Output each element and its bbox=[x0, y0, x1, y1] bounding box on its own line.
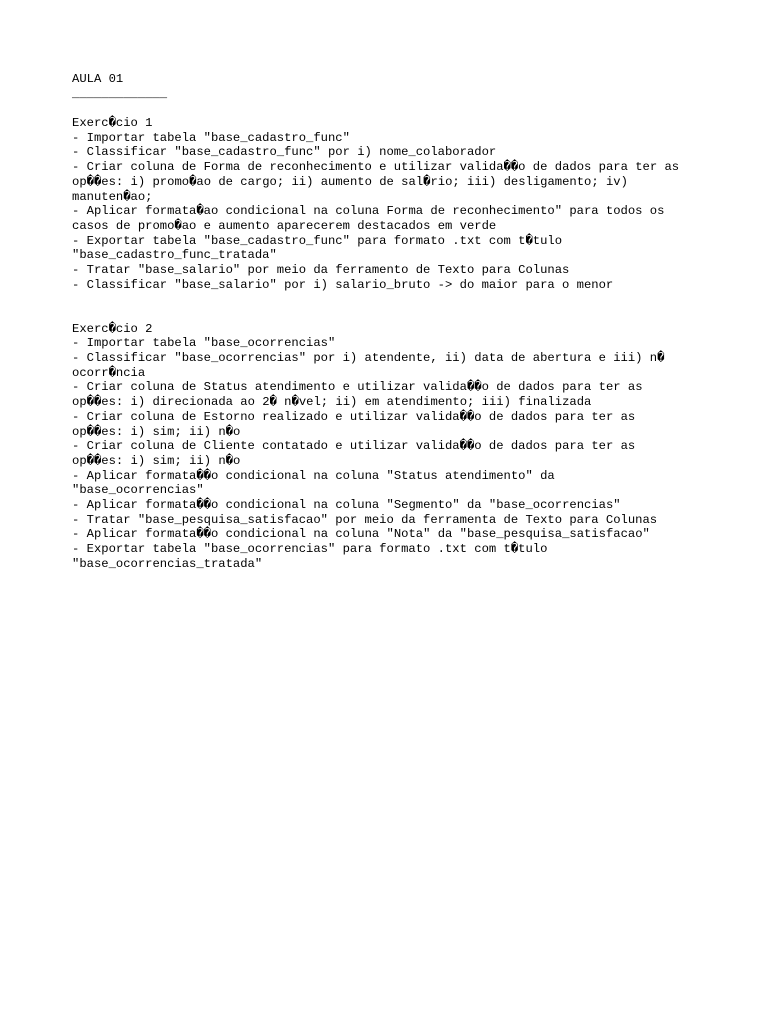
spacer bbox=[72, 307, 712, 322]
exercise-1-line: - Criar coluna de Forma de reconhecimento e utilizar valida��o de dados para ter as bbox=[72, 160, 680, 175]
exercise-2-line: op��es: i) direcionada ao 2� n�vel; ii) em atendimento; iii) finalizada bbox=[72, 395, 592, 410]
exercise-1-line: - Exportar tabela "base_cadastro_func" para formato .txt com t�tulo bbox=[72, 233, 563, 248]
exercise-2-line: - Aplicar formata��o condicional na coluna "Nota" da "base_pesquisa_satisfacao" bbox=[72, 527, 650, 542]
exercise-2-line: - Tratar "base_pesquisa_satisfacao" por meio da ferramenta de Texto para Colunas bbox=[72, 512, 658, 527]
exercise-1-line: casos de promo�ao e aumento aparecerem destacados em verde bbox=[72, 218, 497, 233]
exercise-2-line: - Classificar "base_ocorrencias" por i) atendente, ii) data de abertura e iii) n� bbox=[72, 351, 665, 366]
exercise-2-line: - Aplicar formata��o condicional na coluna "Segmento" da "base_ocorrencias" bbox=[72, 497, 621, 512]
exercise-2-line: op��es: i) sim; ii) n�o bbox=[72, 453, 241, 468]
exercise-1-section bbox=[72, 116, 712, 292]
exercise-2-line: - Criar coluna de Status atendimento e utilizar valida��o de dados para ter as bbox=[72, 380, 643, 395]
spacer bbox=[72, 292, 712, 307]
exercise-2-line: "base_ocorrencias" bbox=[72, 483, 204, 498]
exercise-1-line: manuten�ao; bbox=[72, 189, 153, 204]
exercise-1-line: - Aplicar formata�ao condicional na coluna Forma de reconhecimento" para todos os bbox=[72, 204, 665, 219]
exercise-2-line: op��es: i) sim; ii) n�o bbox=[72, 424, 241, 439]
exercise-2-line: - Exportar tabela "base_ocorrencias" para formato .txt com t�tulo bbox=[72, 542, 548, 556]
document-title: AULA 01 bbox=[72, 72, 124, 86]
title-underline: _____________ bbox=[72, 86, 168, 101]
exercise-2-line: - Importar tabela "base_ocorrencias" bbox=[72, 336, 336, 351]
exercise-1-line: "base_cadastro_func_tratada" bbox=[72, 248, 277, 263]
exercise-2-line: - Aplicar formata��o condicional na coluna "Status atendimento" da bbox=[72, 468, 555, 483]
exercise-1-line: - Tratar "base_salario" por meio da ferramento de Texto para Colunas bbox=[72, 262, 570, 277]
exercise-2-line: "base_ocorrencias_tratada" bbox=[72, 556, 263, 571]
exercise-2-line: - Criar coluna de Cliente contatado e utilizar valida��o de dados para ter as bbox=[72, 439, 636, 454]
exercise-1-line: op��es: i) promo�ao de cargo; ii) aumento de sal�rio; iii) desligamento; iv) bbox=[72, 174, 628, 189]
exercise-2-line: ocorr�ncia bbox=[72, 365, 146, 380]
exercise-2-line: - Criar coluna de Estorno realizado e utilizar valida��o de dados para ter as bbox=[72, 409, 636, 424]
spacer bbox=[72, 101, 712, 116]
exercise-1-heading: Exerc�cio 1 bbox=[72, 116, 153, 131]
exercise-2-heading: Exerc�cio 2 bbox=[72, 321, 153, 336]
exercise-1-line: - Importar tabela "base_cadastro_func" bbox=[72, 130, 350, 145]
document-page bbox=[72, 72, 712, 571]
exercise-2-section bbox=[72, 322, 712, 572]
exercise-1-line: - Classificar "base_cadastro_func" por i) nome_colaborador bbox=[72, 145, 497, 160]
exercise-1-line: - Classificar "base_salario" por i) salario_bruto -> do maior para o menor bbox=[72, 277, 614, 292]
